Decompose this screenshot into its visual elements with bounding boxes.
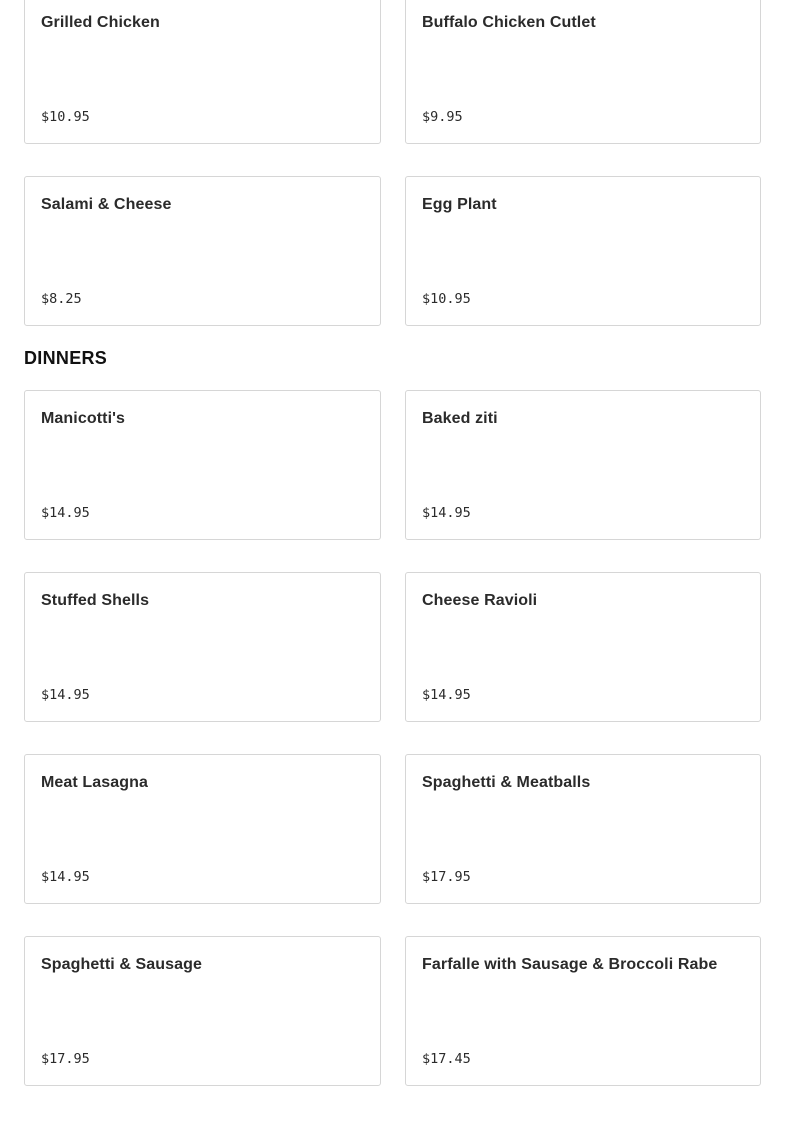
menu-item-price: $14.95 (41, 869, 90, 885)
menu-item-grid (0, 390, 785, 1086)
menu-item-name: Grilled Chicken (41, 14, 160, 31)
menu-item-grid (0, 0, 785, 326)
menu-item-card[interactable] (405, 754, 761, 904)
menu-item-name: Farfalle with Sausage & Broccoli Rabe (422, 956, 718, 973)
menu-item-name: Baked ziti (422, 410, 498, 427)
menu-item-name: Egg Plant (422, 196, 497, 213)
menu-item-price: $14.95 (41, 505, 90, 521)
menu-item-card[interactable] (24, 572, 381, 722)
menu-item-card[interactable] (24, 0, 381, 144)
menu-item-card[interactable] (24, 936, 381, 1086)
menu-item-name: Spaghetti & Meatballs (422, 774, 591, 791)
menu-item-name: Meat Lasagna (41, 774, 149, 791)
section-heading-dinners: DINNERS (24, 348, 108, 368)
menu-item-name: Buffalo Chicken Cutlet (422, 14, 596, 31)
menu-item-price: $14.95 (422, 687, 471, 703)
menu-item-card[interactable] (24, 754, 381, 904)
menu-item-name: Cheese Ravioli (422, 592, 538, 609)
menu-item-price: $14.95 (41, 687, 90, 703)
menu-item-name: Salami & Cheese (41, 196, 172, 213)
menu-item-card[interactable] (405, 0, 761, 144)
menu-item-price: $8.25 (41, 291, 82, 307)
menu-item-card[interactable] (24, 390, 381, 540)
menu-item-price: $10.95 (41, 109, 90, 125)
menu-item-price: $10.95 (422, 291, 471, 307)
menu-item-card[interactable] (405, 572, 761, 722)
menu-item-name: Spaghetti & Sausage (41, 956, 203, 973)
menu-item-price: $17.95 (41, 1051, 90, 1067)
menu-item-card[interactable] (405, 936, 761, 1086)
menu-item-price: $14.95 (422, 505, 471, 521)
menu-item-card[interactable] (405, 176, 761, 326)
menu-item-price: $17.95 (422, 869, 471, 885)
menu-item-card[interactable] (24, 176, 381, 326)
menu-item-name: Stuffed Shells (41, 592, 150, 609)
menu-item-card[interactable] (405, 390, 761, 540)
menu-item-price: $9.95 (422, 109, 463, 125)
menu-item-price: $17.45 (422, 1051, 471, 1067)
menu-item-name: Manicotti's (41, 410, 126, 427)
